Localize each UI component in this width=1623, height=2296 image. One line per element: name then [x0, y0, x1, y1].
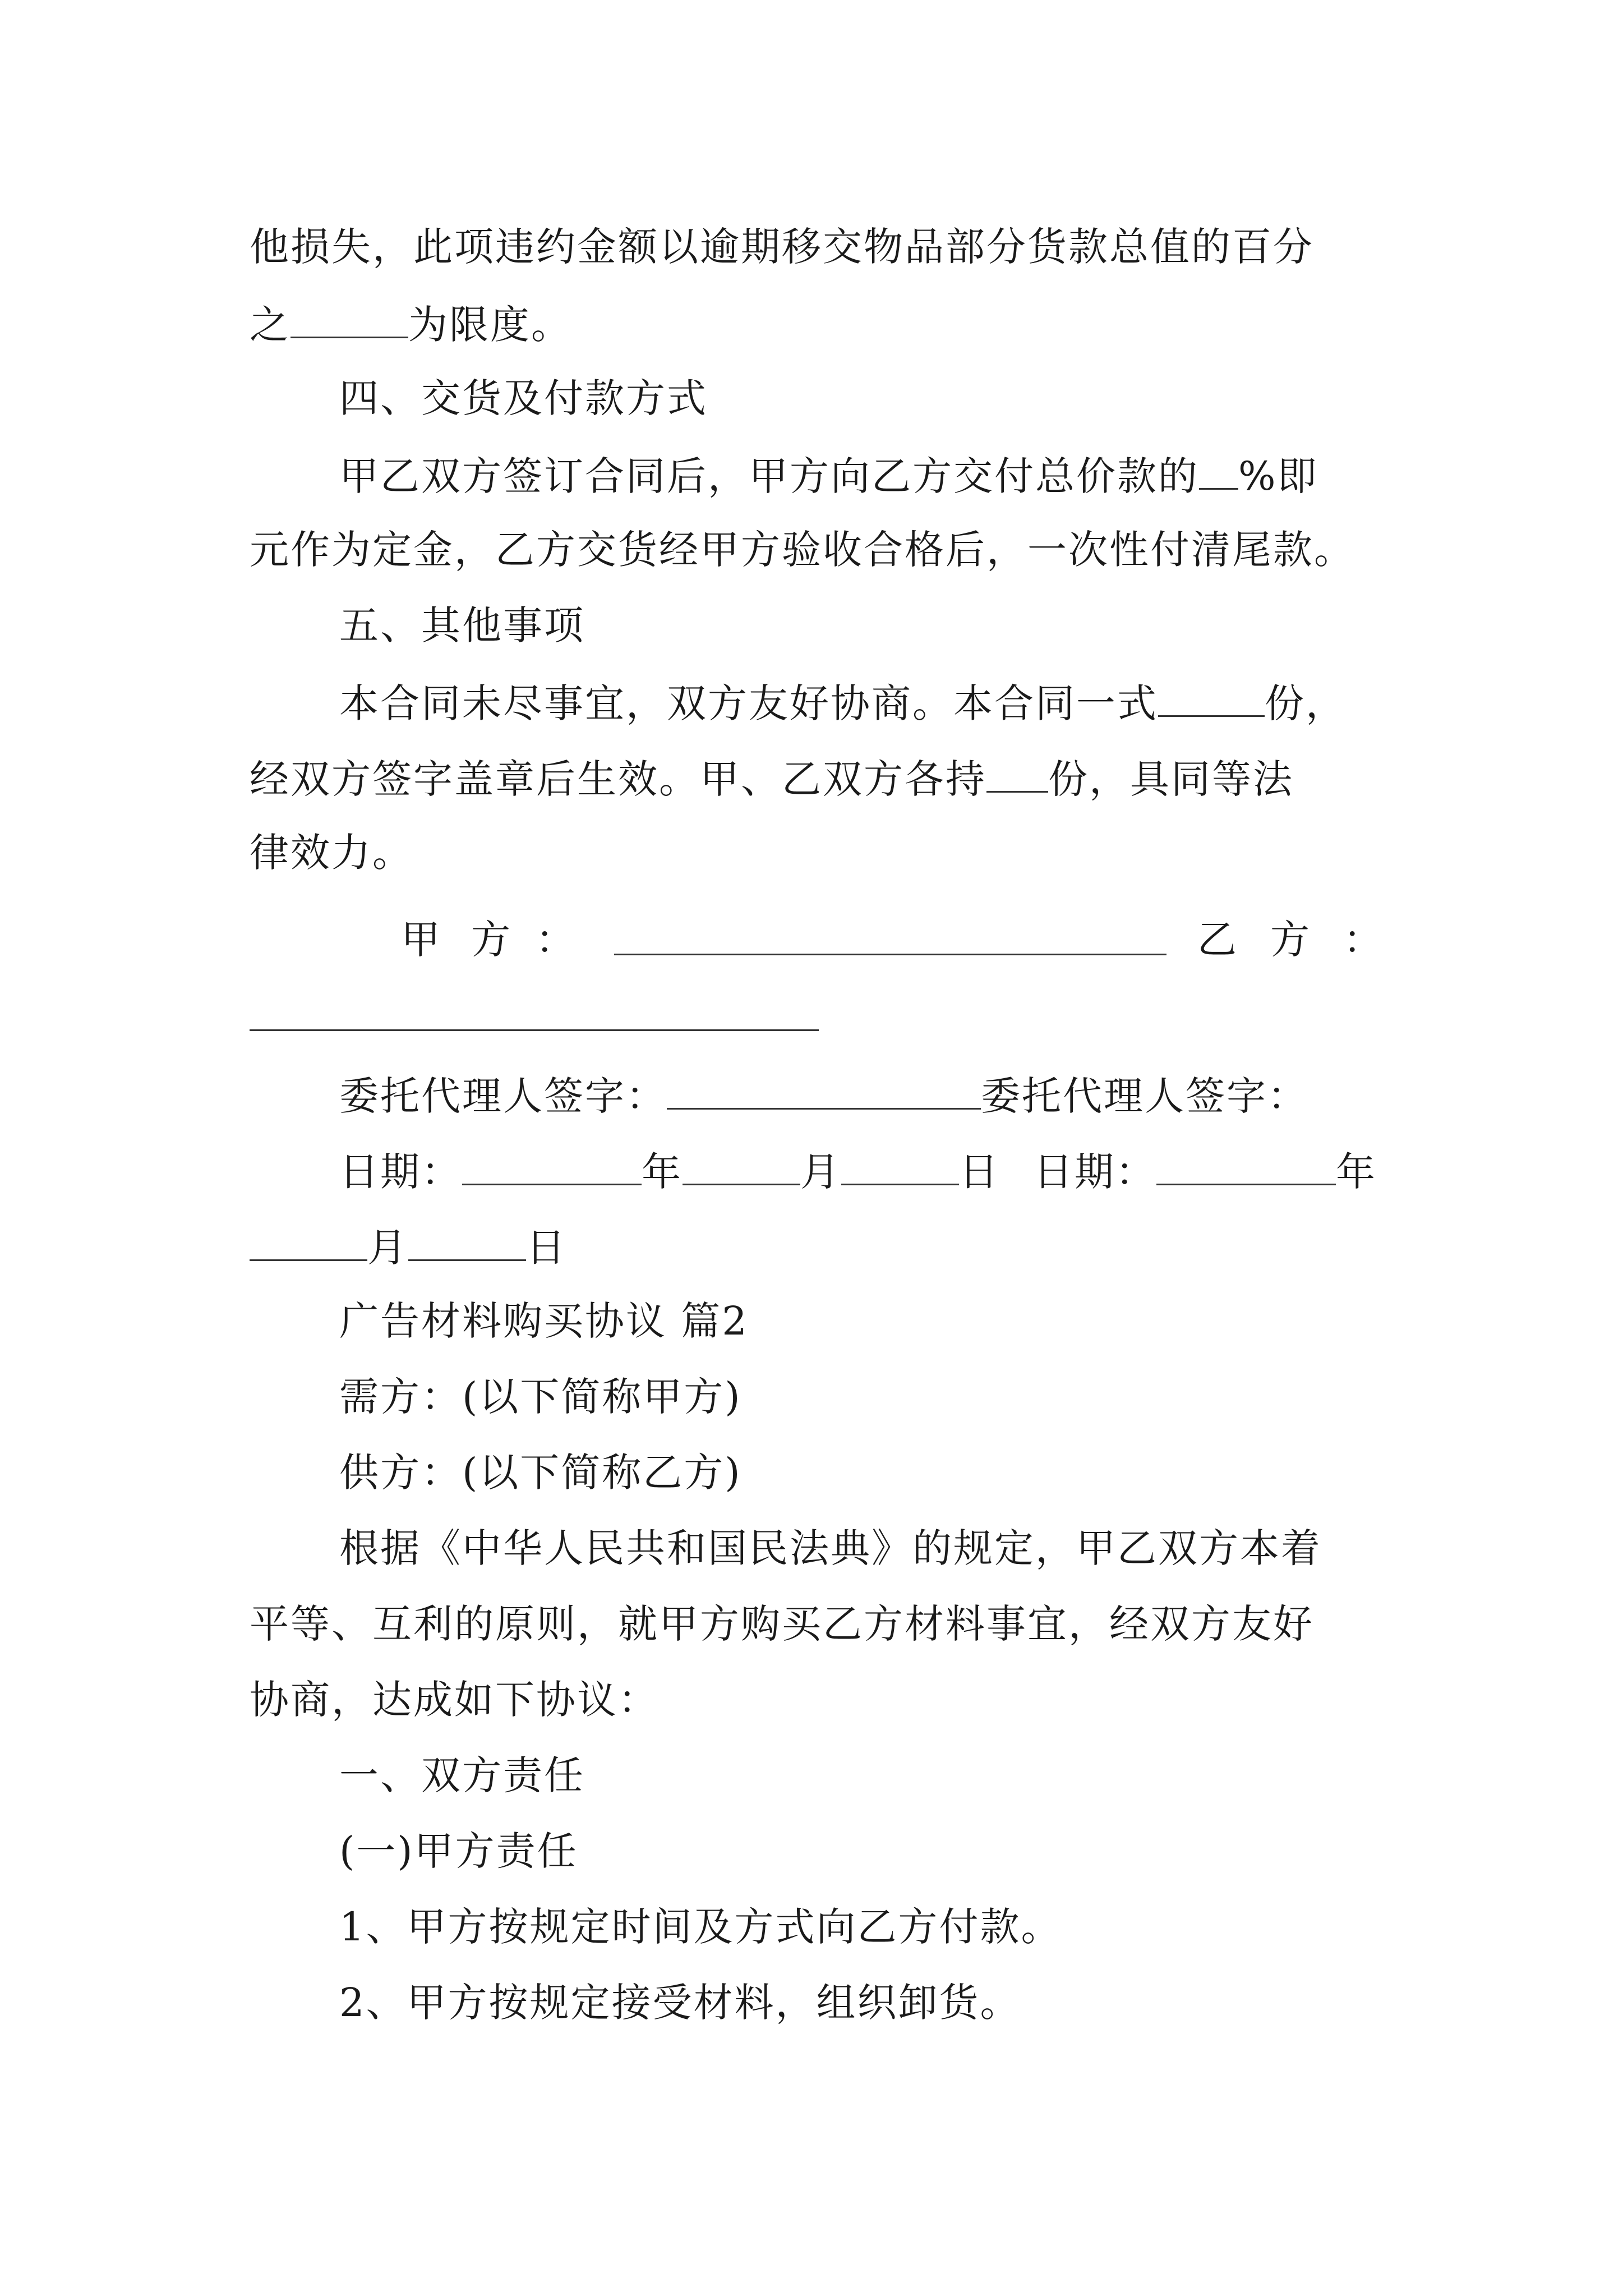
fill-in-blank — [667, 1069, 981, 1110]
party-b-label: 乙 — [1197, 917, 1237, 963]
paragraph-line — [339, 676, 1489, 729]
fill-in-blank — [1158, 676, 1265, 717]
subsection-heading — [339, 1826, 1489, 1876]
fill-in-blank — [462, 1144, 642, 1185]
list-item — [339, 1977, 1489, 2028]
text: 协商，达成如下协议： — [250, 1677, 659, 1723]
heading-text: 四、交货及付款方式 — [339, 375, 708, 421]
section-heading — [339, 1750, 1489, 1801]
paragraph-line — [250, 827, 1399, 878]
text: 为限度。 — [408, 302, 572, 348]
section-heading — [339, 373, 1489, 424]
day-label: 日 — [959, 1149, 1000, 1195]
party-a-signature-line — [614, 954, 1166, 955]
heading-text: (一)甲方责任 — [339, 1828, 578, 1874]
paragraph-line — [250, 1674, 1399, 1725]
fill-in-blank — [841, 1144, 959, 1185]
buyer-line — [339, 1372, 1489, 1422]
paragraph-line — [250, 752, 1399, 804]
text: 份， — [1265, 680, 1347, 726]
year-label: 年 — [642, 1149, 683, 1195]
party-a-label: 方 — [471, 917, 510, 963]
date-row — [339, 1144, 1489, 1197]
paragraph-line — [339, 449, 1489, 501]
party-b-label: 方 — [1270, 917, 1310, 963]
text: 元作为定金，乙方交货经甲方验收合格后，一次性付清尾款。 — [250, 527, 1355, 573]
date-label: 日期： — [1034, 1149, 1156, 1195]
text: %即 — [1238, 453, 1318, 499]
fill-in-blank — [1156, 1144, 1336, 1185]
heading-text: 一、双方责任 — [339, 1752, 585, 1798]
text: 平等、互利的原则，就甲方购买乙方材料事宜，经双方友好 — [250, 1601, 1314, 1647]
text: 根据《中华人民共和国民法典》的规定，甲乙双方本着 — [339, 1525, 1322, 1571]
fill-in-blank — [986, 752, 1048, 793]
title-text: 广告材料购买协议 篇2 — [339, 1298, 749, 1344]
text: 需方：(以下简称甲方) — [339, 1374, 742, 1420]
party-b-colon: ： — [1343, 917, 1382, 963]
heading-text: 五、其他事项 — [339, 602, 585, 648]
text: 律效力。 — [250, 830, 413, 876]
month-label: 月 — [367, 1225, 408, 1271]
paragraph-line — [250, 1599, 1399, 1649]
agent-signature-row — [339, 1069, 1489, 1121]
agent-b-label: 委托代理人签字： — [981, 1073, 1308, 1119]
fill-in-blank — [1199, 449, 1238, 490]
text: 他损失，此项违约金额以逾期移交物品部分货款总值的百分 — [250, 224, 1314, 270]
text: 甲乙双方签订合同后，甲方向乙方交付总价款的 — [339, 453, 1199, 499]
paragraph-line — [250, 297, 1399, 350]
paragraph-line — [250, 222, 1399, 272]
text: 份，具同等法 — [1048, 756, 1294, 802]
list-item — [339, 1902, 1489, 1952]
article-title — [339, 1296, 1489, 1346]
date-label: 日期： — [339, 1149, 462, 1195]
fill-in-blank — [291, 297, 408, 338]
party-a-colon: ： — [536, 917, 575, 963]
paragraph-line — [250, 524, 1399, 575]
text: 之 — [250, 302, 291, 348]
text: 1、甲方按规定时间及方式向乙方付款。 — [339, 1904, 1062, 1950]
text: 2、甲方按规定接受材料，组织卸货。 — [339, 1980, 1021, 2026]
section-heading — [339, 600, 1489, 651]
date-row-continued — [250, 1220, 1399, 1273]
text: 经双方签字盖章后生效。甲、乙双方各持 — [250, 756, 986, 802]
fill-in-blank — [408, 1220, 526, 1261]
day-label: 日 — [526, 1225, 567, 1271]
month-label: 月 — [800, 1149, 841, 1195]
text: 本合同未尽事宜，双方友好协商。本合同一式 — [339, 680, 1158, 726]
party-b-signature-line — [250, 1029, 819, 1031]
signature-party-row — [0, 914, 1623, 965]
fill-in-blank — [250, 1220, 367, 1261]
party-a-label: 甲 — [401, 917, 440, 963]
agent-a-label: 委托代理人签字： — [339, 1073, 667, 1119]
seller-line — [339, 1447, 1489, 1498]
paragraph-line — [339, 1523, 1489, 1573]
fill-in-blank — [683, 1144, 800, 1185]
text: 供方：(以下简称乙方) — [339, 1450, 742, 1496]
year-label: 年 — [1336, 1149, 1377, 1195]
